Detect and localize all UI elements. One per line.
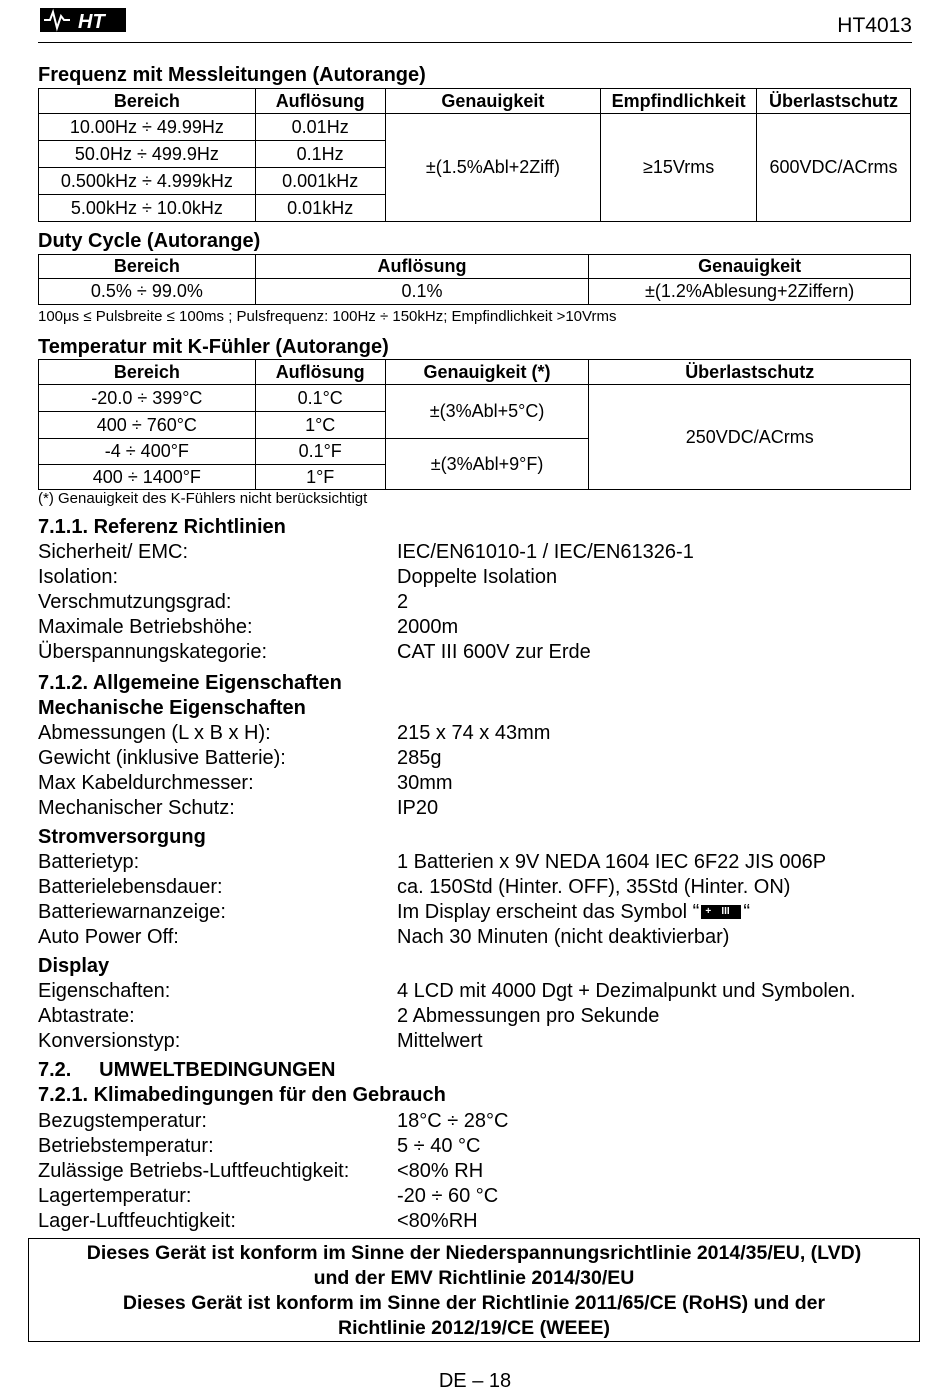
list-item: Abtastrate: 2 Abmessungen pro Sekunde	[38, 1005, 660, 1027]
table-cell: 0.1%	[255, 279, 588, 305]
table-cell: ≥15Vrms	[601, 114, 757, 222]
list-item: Batterielebensdauer: ca. 150Std (Hinter. OFF), 35Std (Hinter. ON)	[38, 876, 791, 898]
col-header: Überlastschutz	[757, 89, 911, 114]
table-cell: 250VDC/ACrms	[589, 385, 911, 490]
duty-table	[38, 254, 911, 305]
table-cell: 5.00kHz ÷ 10.0kHz	[39, 195, 256, 222]
col-header: Überlastschutz	[589, 360, 911, 385]
page-number: DE – 18	[438, 1370, 512, 1392]
list-item: Batterietyp: 1 Batterien x 9V NEDA 1604 IEC 6F22 JIS 006P	[38, 851, 827, 873]
table-cell: 10.00Hz ÷ 49.99Hz	[39, 114, 256, 141]
table-cell: 0.5% ÷ 99.0%	[39, 279, 256, 305]
table-cell: 400 ÷ 760°C	[39, 412, 256, 439]
power-list	[38, 851, 912, 951]
table-cell: 50.0Hz ÷ 499.9Hz	[39, 141, 256, 168]
list-item: Sicherheit/ EMC: IEC/EN61010-1 / IEC/EN61326-1	[38, 541, 694, 563]
table-cell: -4 ÷ 400°F	[39, 439, 256, 465]
col-header: Auflösung	[255, 360, 385, 385]
col-header: Empfindlichkeit	[601, 89, 757, 114]
table-cell: 0.01kHz	[255, 195, 385, 222]
table-cell: 1°C	[255, 412, 385, 439]
list-item: Eigenschaften: 4 LCD mit 4000 Dgt + Dezimalpunkt und Symbolen.	[38, 980, 856, 1002]
table-cell: 600VDC/ACrms	[757, 114, 911, 222]
list-item: Abmessungen (L x B x H): 215 x 74 x 43mm	[38, 722, 551, 744]
page-header	[38, 0, 912, 43]
col-header: Auflösung	[255, 255, 588, 279]
col-header: Genauigkeit	[589, 255, 911, 279]
table-cell: -20.0 ÷ 399°C	[39, 385, 256, 412]
temp-title: Temperatur mit K-Fühler (Autorange)	[38, 336, 389, 358]
table-cell: 0.1Hz	[255, 141, 385, 168]
list-item: Auto Power Off: Nach 30 Minuten (nicht deaktivierbar)	[38, 926, 730, 948]
list-item: Isolation: Doppelte Isolation	[38, 566, 558, 588]
section-title: 7.1.1. Referenz Richtlinien	[38, 516, 286, 538]
conformity-line: Richtlinie 2012/19/CE (WEEE)	[337, 1317, 610, 1339]
table-cell: 0.001kHz	[255, 168, 385, 195]
list-item: Lagertemperatur: -20 ÷ 60 °C	[38, 1185, 499, 1207]
col-header: Auflösung	[255, 89, 385, 114]
conformity-line: Dieses Gerät ist konform im Sinne der Richtlinie 2011/65/CE (RoHS) und der	[122, 1292, 826, 1314]
model-number: HT4013	[837, 14, 912, 37]
list-item: Bezugstemperatur: 18°C ÷ 28°C	[38, 1110, 509, 1132]
col-header: Genauigkeit (*)	[385, 360, 589, 385]
table-cell: 0.500kHz ÷ 4.999kHz	[39, 168, 256, 195]
table-cell: 0.1°F	[255, 439, 385, 465]
table-cell: ±(1.2%Ablesung+2Ziffern)	[589, 279, 911, 305]
list-item: Max Kabeldurchmesser: 30mm	[38, 772, 453, 794]
section-title: 7.2. UMWELTBEDINGUNGEN	[38, 1059, 336, 1081]
table-cell: ±(3%Abl+9°F)	[385, 439, 589, 490]
display-list	[38, 980, 912, 1055]
subsection-title: Display	[38, 955, 110, 977]
list-item: Lager-Luftfeuchtigkeit: <80%RH	[38, 1210, 478, 1232]
section-title: 7.1.2. Allgemeine Eigenschaften	[38, 672, 342, 694]
freq-title: Frequenz mit Messleitungen (Autorange)	[38, 64, 426, 86]
list-item: Überspannungskategorie: CAT III 600V zur Erde	[38, 641, 591, 663]
list-item: Zulässige Betriebs-Luftfeuchtigkeit: <80% RH	[38, 1160, 484, 1182]
subsection-title: Stromversorgung	[38, 826, 206, 848]
list-item: Betriebstemperatur: 5 ÷ 40 °C	[38, 1135, 481, 1157]
ref-list	[38, 541, 912, 666]
ht-logo	[40, 6, 126, 34]
table-cell: 0.01Hz	[255, 114, 385, 141]
svg-text:HT: HT	[78, 11, 105, 33]
list-item: Verschmutzungsgrad: 2	[38, 591, 409, 613]
col-header: Bereich	[39, 360, 256, 385]
freq-table	[38, 88, 911, 222]
table-cell: ±(3%Abl+5°C)	[385, 385, 589, 439]
col-header: Genauigkeit	[385, 89, 601, 114]
conformity-line: und der EMV Richtlinie 2014/30/EU	[313, 1267, 635, 1289]
duty-title: Duty Cycle (Autorange)	[38, 230, 261, 252]
list-item: Gewicht (inklusive Batterie): 285g	[38, 747, 442, 769]
table-cell: 0.1°C	[255, 385, 385, 412]
conformity-line: Dieses Gerät ist konform im Sinne der Niederspannungsrichtlinie 2014/35/EU, (LVD)	[86, 1242, 862, 1264]
list-item: Batteriewarnanzeige: Im Display erscheint das Symbol “ + III “	[38, 901, 750, 923]
duty-note: 100μs ≤ Pulsbreite ≤ 100ms ; Pulsfrequenz: 100Hz ÷ 150kHz; Empfindlichkeit >10Vrms	[38, 308, 617, 325]
col-header: Bereich	[39, 89, 256, 114]
col-header: Bereich	[39, 255, 256, 279]
env-list	[38, 1110, 912, 1235]
list-item: Konversionstyp: Mittelwert	[38, 1030, 483, 1052]
battery-low-icon: + III	[701, 905, 741, 919]
list-item: Maximale Betriebshöhe: 2000m	[38, 616, 459, 638]
subsection-title: 7.2.1. Klimabedingungen für den Gebrauch	[38, 1084, 446, 1106]
conformity-box	[28, 1238, 920, 1342]
table-cell: ±(1.5%Abl+2Ziff)	[385, 114, 601, 222]
list-item: Mechanischer Schutz: IP20	[38, 797, 439, 819]
subsection-title: Mechanische Eigenschaften	[38, 697, 306, 719]
table-cell: 400 ÷ 1400°F	[39, 465, 256, 490]
mech-list	[38, 722, 912, 822]
temp-note: (*) Genauigkeit des K-Fühlers nicht berücksichtigt	[38, 490, 368, 507]
temp-table	[38, 359, 911, 490]
table-cell: 1°F	[255, 465, 385, 490]
